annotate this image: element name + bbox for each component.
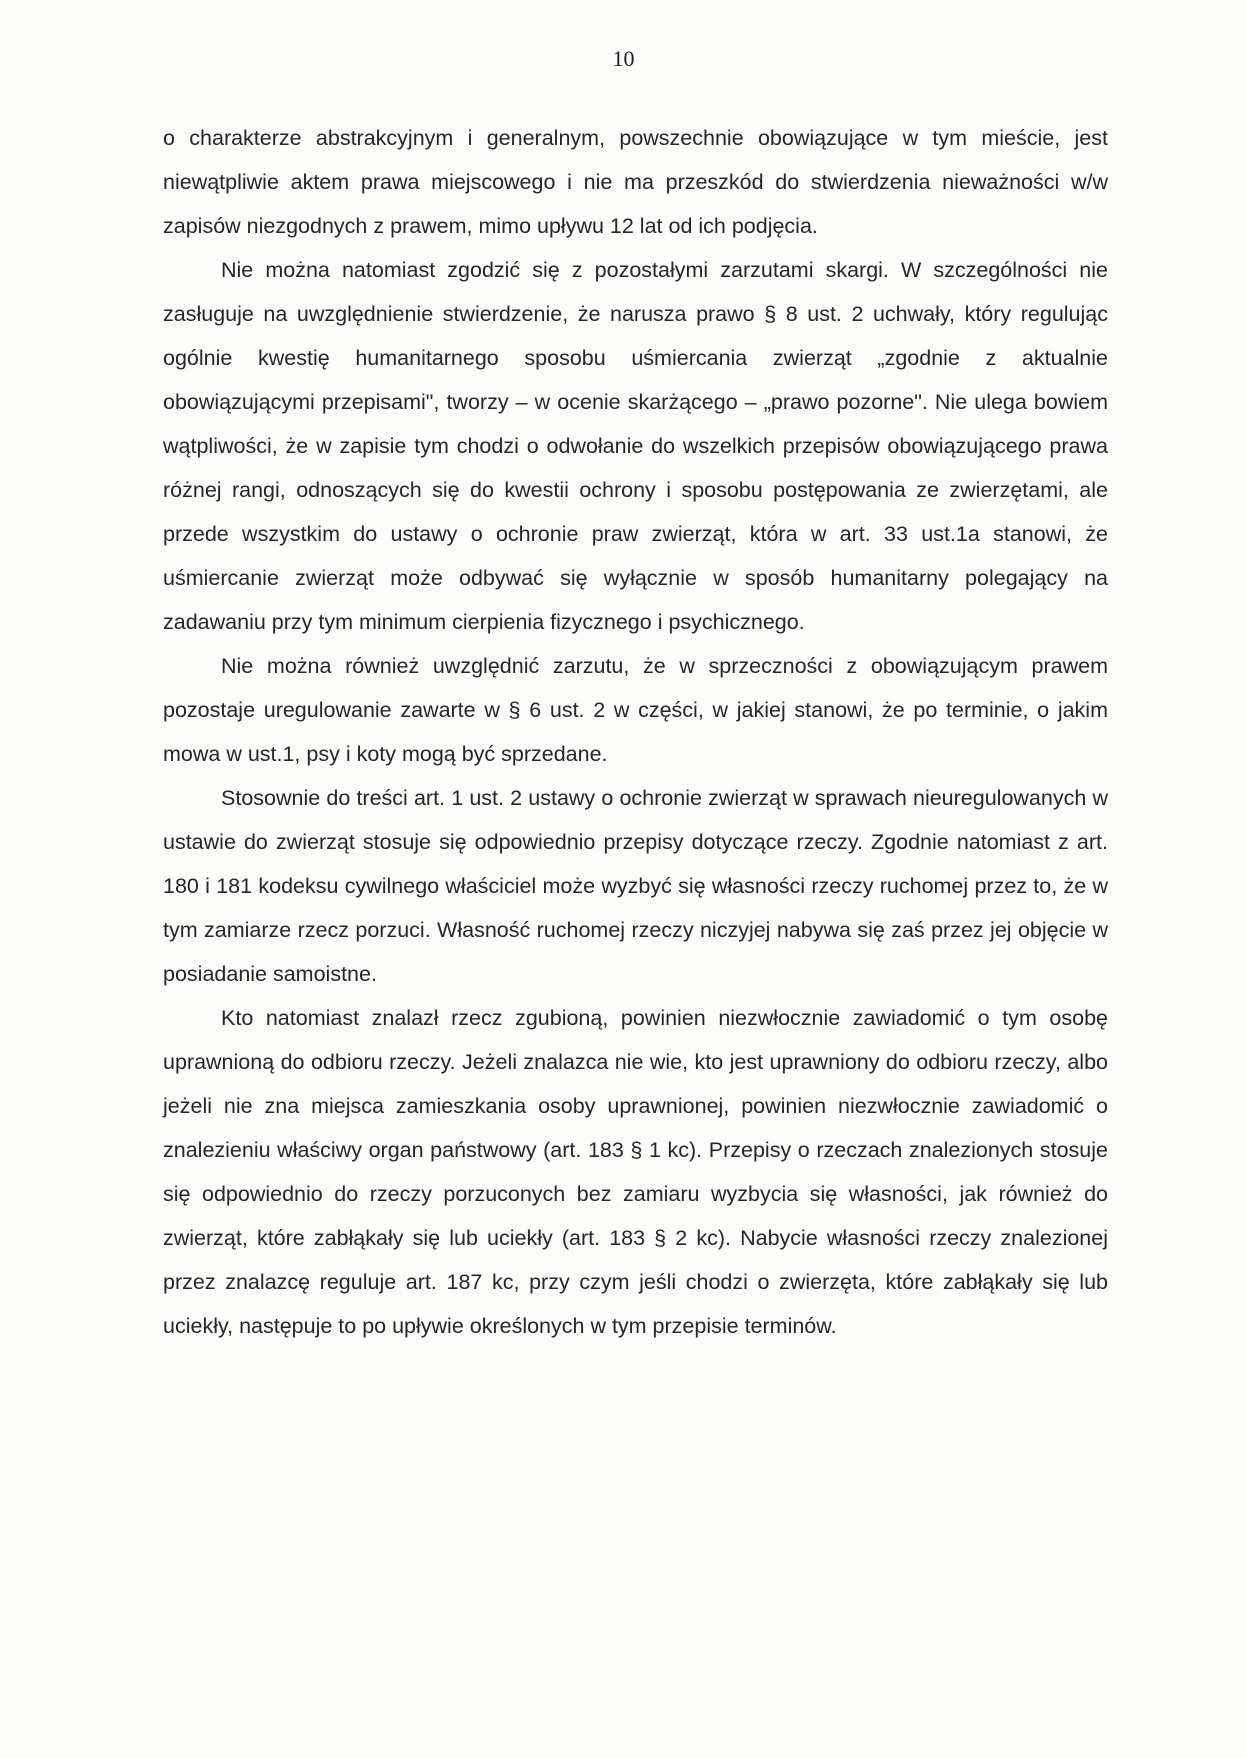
paragraph-2: Nie można natomiast zgodzić się z pozostałymi zarzutami skargi. W szczególności nie zasługuje na uwzględnienie stwierdzenie, że narusza prawo § 8 ust. 2 uchwały, który regulując ogólnie kwestię humanitarnego sposobu uśmiercania zwierząt „zgodnie z aktualnie obowiązującymi przepisami", tworzy – w ocenie skarżącego – „prawo pozorne". Nie ulega bowiem wątpliwości, że w zapisie tym chodzi o odwołanie do wszelkich przepisów obowiązującego prawa różnej rangi, odnoszących się do kwestii ochrony i sposobu postępowania ze zwierzętami, ale przede wszystkim do ustawy o ochronie praw zwierząt, która w art. 33 ust.1a stanowi, że uśmiercanie zwierząt może odbywać się wyłącznie w sposób humanitarny polegający na zadawaniu przy tym minimum cierpienia fizycznego i psychicznego. xyxy=(163,258,1108,634)
document-body xyxy=(163,116,1108,1348)
paragraph-1: o charakterze abstrakcyjnym i generalnym, powszechnie obowiązujące w tym mieście, jest niewątpliwie aktem prawa miejscowego i nie ma przeszkód do stwierdzenia nieważności w/w zapisów niezgodnych z prawem, mimo upływu 12 lat od ich podjęcia. xyxy=(163,126,1108,238)
paragraph-4: Stosownie do treści art. 1 ust. 2 ustawy o ochronie zwierząt w sprawach nieuregulowanych w ustawie do zwierząt stosuje się odpowiednio przepisy dotyczące rzeczy. Zgodnie natomiast z art. 180 i 181 kodeksu cywilnego właściciel może wyzbyć się własności rzeczy ruchomej przez to, że w tym zamiarze rzecz porzuci. Własność ruchomej rzeczy niczyjej nabywa się zaś przez jej objęcie w posiadanie samoistne. xyxy=(163,786,1108,986)
paragraph-5: Kto natomiast znalazł rzecz zgubioną, powinien niezwłocznie zawiadomić o tym osobę uprawnioną do odbioru rzeczy. Jeżeli znalazca nie wie, kto jest uprawniony do odbioru rzeczy, albo jeżeli nie zna miejsca zamieszkania osoby uprawnionej, powinien niezwłocznie zawiadomić o znalezieniu właściwy organ państwowy (art. 183 § 1 kc). Przepisy o rzeczach znalezionych stosuje się odpowiednio do rzeczy porzuconych bez zamiaru wyzbycia się własności, jak również do zwierząt, które zabłąkały się lub uciekły (art. 183 § 2 kc). Nabycie własności rzeczy znalezionej przez znalazcę reguluje art. 187 kc, przy czym jeśli chodzi o zwierzęta, które zabłąkały się lub uciekły, następuje to po upływie określonych w tym przepisie terminów. xyxy=(163,1006,1108,1338)
paragraph-3: Nie można również uwzględnić zarzutu, że w sprzeczności z obowiązującym prawem pozostaje uregulowanie zawarte w § 6 ust. 2 w części, w jakiej stanowi, że po terminie, o jakim mowa w ust.1, psy i koty mogą być sprzedane. xyxy=(163,654,1108,766)
page-number: 10 xyxy=(612,46,635,71)
